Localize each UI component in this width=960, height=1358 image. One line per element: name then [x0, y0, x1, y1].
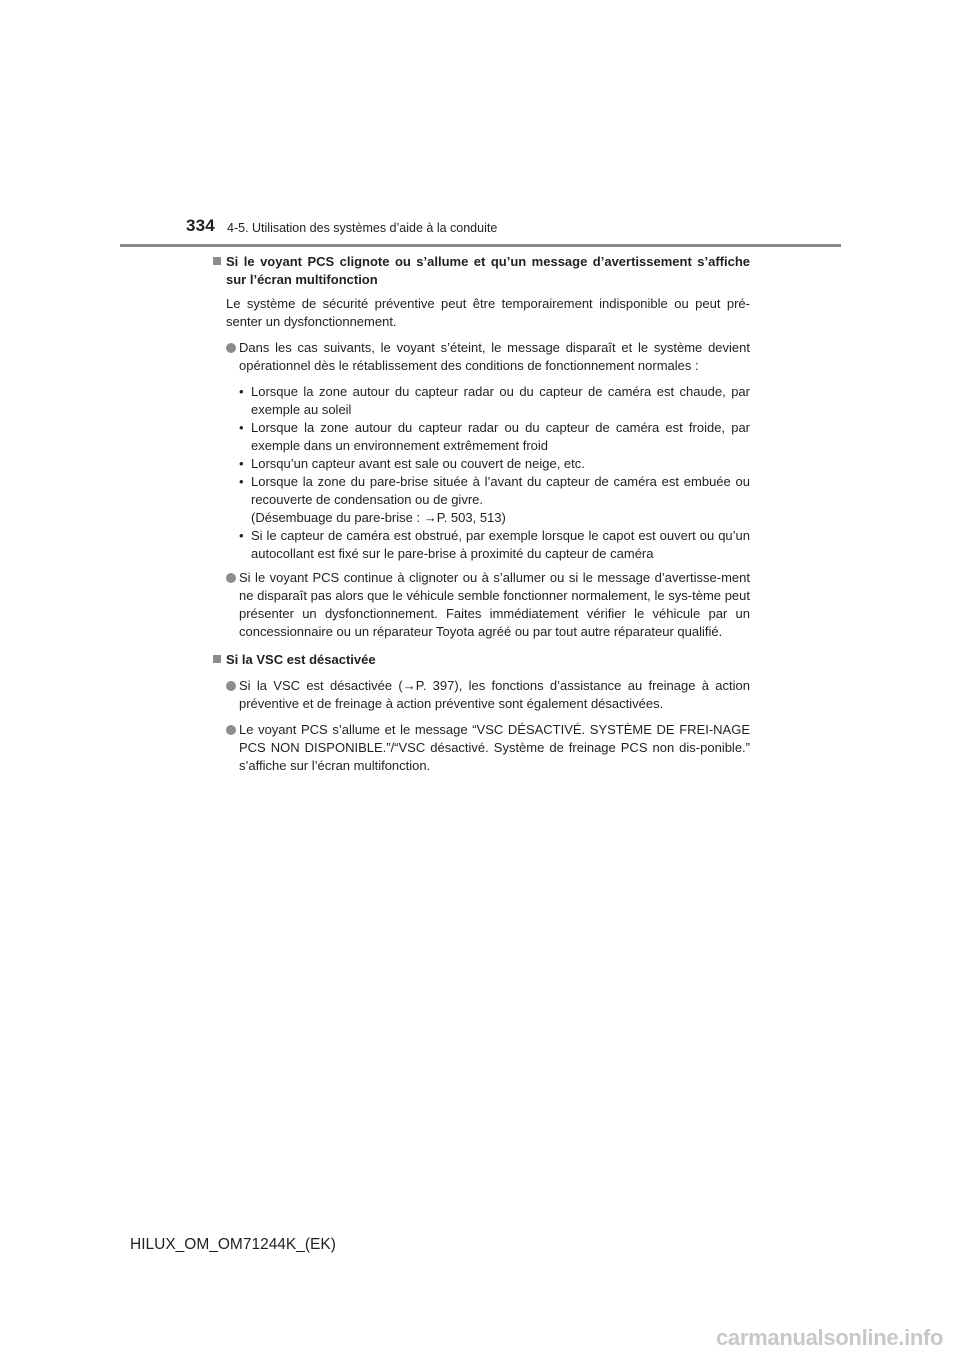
- header-rule: [120, 244, 841, 247]
- condition-sublist: [213, 383, 750, 563]
- sub-list-item: • Lorsque la zone autour du capteur radar ou du capteur de caméra est chaude, par exemple au soleil: [239, 384, 750, 417]
- intro-paragraph: Le système de sécurité préventive peut être temporairement indisponible ou peut pré-senter un dysfonctionnement.: [226, 296, 750, 329]
- page-number: 334: [186, 216, 215, 235]
- dot-marker: •: [239, 474, 244, 489]
- watermark-text: carmanualsonline.info: [716, 1325, 944, 1350]
- footer-doc-code: HILUX_OM_OM71244K_(EK): [130, 1236, 336, 1253]
- heading-vsc-off: Si la VSC est désactivée: [213, 651, 750, 669]
- dot-marker: •: [239, 528, 244, 543]
- list-item: Le voyant PCS s’allume et le message “VSC DÉSACTIVÉ. SYSTÈME DE FREI-NAGE PCS NON DISPONIBLE.”/“VSC désactivé. Système de freinage PCS non dis-ponible.” s’affiche sur l’écran multifonction.: [213, 721, 750, 775]
- round-bullet-icon: [226, 573, 236, 583]
- round-bullet-icon: [226, 343, 236, 353]
- sub-list-item-continuation: [213, 509, 750, 527]
- square-bullet-icon: [213, 257, 221, 265]
- section-title: 4-5. Utilisation des systèmes d’aide à la conduite: [227, 221, 498, 235]
- heading-pcs-warning: Si le voyant PCS clignote ou s’allume et qu’un message d’avertissement s’affiche sur l’écran multifonction: [213, 253, 750, 289]
- sub-list-item: • Lorsque la zone autour du capteur radar ou du capteur de caméra est froide, par exemple dans un environnement extrêmement froid: [239, 420, 750, 453]
- round-bullet-icon: [226, 681, 236, 691]
- round-bullet-icon: [226, 725, 236, 735]
- page-reference[interactable]: (Désembuage du pare-brise : →P. 503, 513): [251, 510, 506, 525]
- dot-marker: •: [239, 384, 244, 399]
- dot-marker: •: [239, 420, 244, 435]
- sub-list-item: • Si le capteur de caméra est obstrué, par exemple lorsque le capot est ouvert ou qu’un autocollant est fixé sur le pare-brise à proximité du capteur de caméra: [239, 528, 750, 561]
- sub-list-item: • Lorsqu’un capteur avant est sale ou couvert de neige, etc.: [239, 456, 585, 471]
- list-item: Si le voyant PCS continue à clignoter ou à s’allumer ou si le message d’avertisse-ment ne disparaît pas alors que le véhicule semble fonctionner normalement, le sys-tème peut présenter un dysfonctionnement. Faites immédiatement vérifier le véhicule par un concessionnaire ou un réparateur Toyota agréé ou par tout autre réparateur qualifié.: [213, 569, 750, 641]
- list-item: Si la VSC est désactivée (→P. 397), les fonctions d’assistance au freinage à action préventive et de freinage à action préventive sont également désactivées.: [213, 677, 750, 713]
- square-bullet-icon: [213, 655, 221, 663]
- list-item: Dans les cas suivants, le voyant s’éteint, le message disparaît et le système devient opérationnel dès le rétablissement des conditions de fonctionnement normales :: [213, 339, 750, 375]
- page-content: [213, 253, 750, 775]
- sub-list-item: • Lorsque la zone du pare-brise située à l’avant du capteur de caméra est embuée ou recouverte de condensation ou de givre.: [239, 474, 750, 507]
- dot-marker: •: [239, 456, 244, 471]
